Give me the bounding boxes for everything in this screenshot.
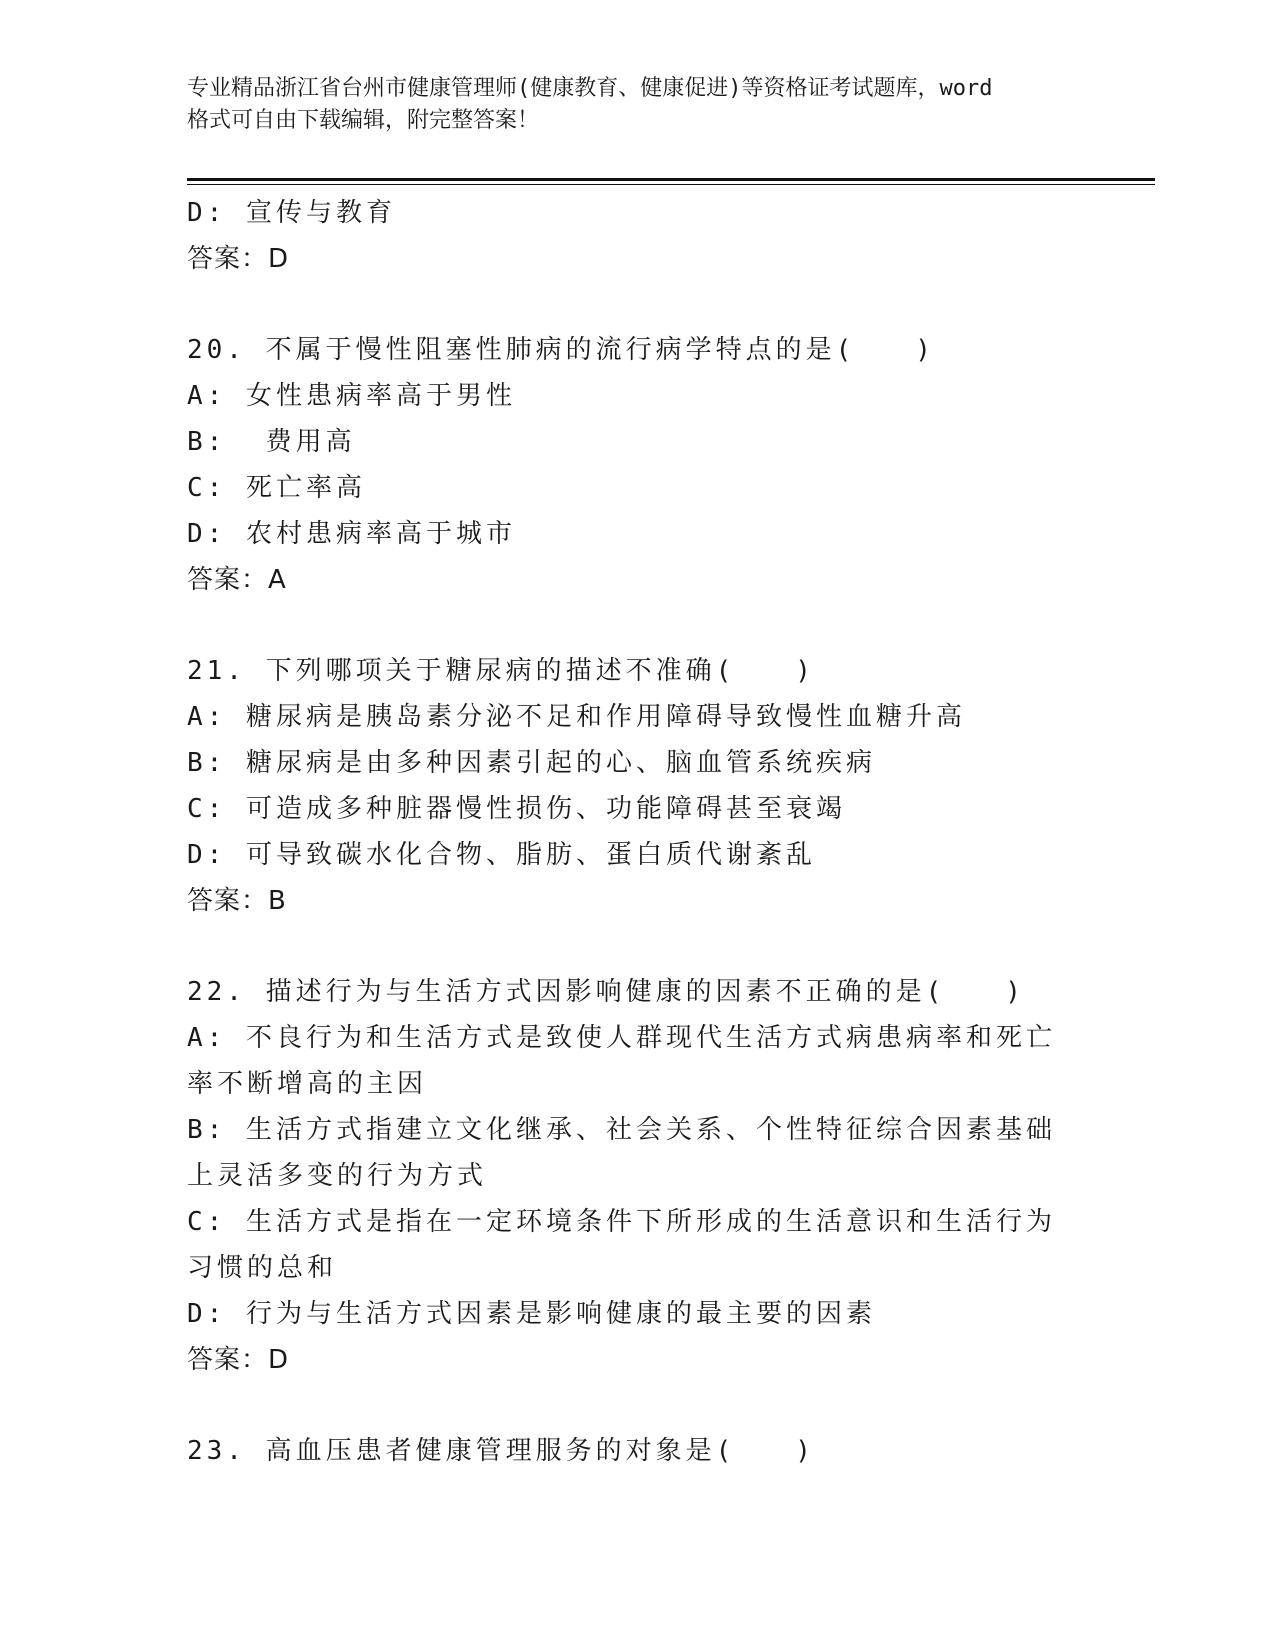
question-stem: 20. 不属于慢性阻塞性肺病的流行病学特点的是( ) [187,335,935,365]
option-c: C: 死亡率高 [187,473,366,503]
header-line-2: 格式可自由下载编辑，附完整答案！ [187,108,540,133]
option-c: C: 可造成多种脏器慢性损伤、功能障碍甚至衰竭 [187,794,846,824]
question-stem: 21. 下列哪项关于糖尿病的描述不准确( ) [187,656,815,686]
answer-line: 答案：D [187,244,290,274]
header-divider-thin [187,184,1155,185]
question-item-21 [187,648,1087,924]
question-item-20 [187,327,1087,603]
option-b: B: 生活方式指建立文化继承、社会关系、个性特征综合因素基础上灵活多变的行为方式 [187,1115,1056,1191]
answer-line: 答案：B [187,886,287,916]
header-divider-thick [187,178,1155,181]
header-line-1: 专业精品浙江省台州市健康管理师(健康教育、健康促进)等资格证考试题库，word [187,76,993,101]
option-d: D: 宣传与教育 [187,198,396,228]
question-item-22 [187,969,1087,1383]
question-item-23 [187,1428,1087,1474]
question-stem: 23. 高血压患者健康管理服务的对象是( ) [187,1436,815,1466]
question-stem: 22. 描述行为与生活方式因影响健康的因素不正确的是( ) [187,977,1025,1007]
option-d: D: 行为与生活方式因素是影响健康的最主要的因素 [187,1299,876,1329]
document-header [187,73,1087,137]
option-b: B: 糖尿病是由多种因素引起的心、脑血管系统疾病 [187,748,876,778]
option-a: A: 糖尿病是胰岛素分泌不足和作用障碍导致慢性血糖升高 [187,702,966,732]
option-d: D: 农村患病率高于城市 [187,519,516,549]
option-d: D: 可导致碳水化合物、脂肪、蛋白质代谢紊乱 [187,840,816,870]
option-b: B: 费用高 [187,427,356,457]
option-a: A: 女性患病率高于男性 [187,381,516,411]
answer-line: 答案：A [187,565,287,595]
option-a: A: 不良行为和生活方式是致使人群现代生活方式病患病率和死亡率不断增高的主因 [187,1023,1056,1099]
answer-line: 答案：D [187,1345,290,1375]
question-list [187,190,1087,1474]
option-c: C: 生活方式是指在一定环境条件下所形成的生活意识和生活行为习惯的总和 [187,1207,1056,1283]
